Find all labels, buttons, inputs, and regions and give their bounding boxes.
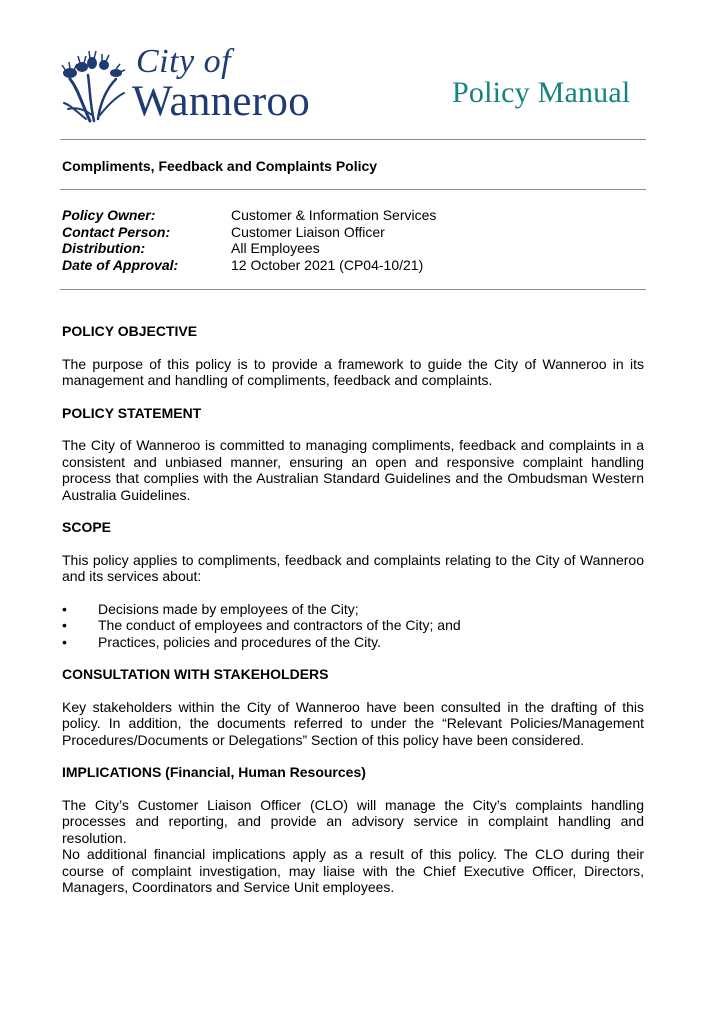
meta-label: Distribution: [62, 240, 146, 256]
document-title: Compliments, Feedback and Complaints Policy [62, 158, 378, 174]
meta-value: Customer & Information Services [231, 207, 437, 223]
scope-bullet-list [62, 601, 644, 651]
meta-value: All Employees [231, 240, 320, 256]
policy-metadata [62, 207, 436, 273]
divider-top [60, 139, 646, 140]
heading-scope: SCOPE [62, 519, 112, 535]
city-of-wanneroo-logo [60, 45, 330, 125]
meta-label: Date of Approval: [62, 256, 179, 273]
meta-value: Customer Liaison Officer [231, 223, 385, 240]
meta-row-date-of-approval [62, 257, 436, 274]
policy-manual-title: Policy Manual [452, 76, 631, 109]
bullet-icon: • [62, 600, 67, 617]
divider-meta [60, 289, 646, 290]
heading-implications: IMPLICATIONS (Financial, Human Resources) [62, 764, 366, 780]
meta-row-policy-owner [62, 207, 436, 224]
meta-value: 12 October 2021 (CP04-10/21) [231, 256, 424, 273]
meta-label: Policy Owner: [62, 207, 156, 223]
heading-consultation: CONSULTATION WITH STAKEHOLDERS [62, 666, 329, 682]
heading-policy-statement: POLICY STATEMENT [62, 404, 202, 421]
list-item-text: Practices, policies and procedures of the City. [98, 633, 381, 650]
heading-policy-objective: POLICY OBJECTIVE [62, 323, 198, 339]
logo-text-city-of: City of [136, 43, 232, 80]
list-item [62, 601, 644, 618]
divider-title [60, 189, 646, 190]
paragraph-policy-statement: The City of Wanneroo is committed to managing compliments, feedback and complaints in a consistent and unbiased manner, ensuring an open and responsive complaint handling process that complies with the Australian Standard Guidelines and the Ombudsman Western Australia Guidelines. [62, 437, 644, 503]
document-body [62, 323, 644, 912]
paragraph-policy-objective: The purpose of this policy is to provide a framework to guide the City of Wanneroo in its management and handling of compliments, feedback and complaints. [62, 355, 644, 388]
paragraph-implications-clo: The City’s Customer Liaison Officer (CLO) will manage the City’s complaints handling processes and reporting, and provide an advisory service in complaint handling and resolution. [62, 796, 644, 846]
paragraph-implications-financial: No additional financial implications apply as a result of this policy. The CLO during their course of complaint investigation, may liaise with the Chief Executive Officer, Directors, Managers, Coordinators and Service Unit employees. [62, 846, 644, 895]
kangaroo-paw-icon [60, 49, 126, 123]
list-item-text: The conduct of employees and contractors of the City; and [98, 617, 461, 633]
paragraph-scope: This policy applies to compliments, feedback and complaints relating to the City of Wanneroo and its services about: [62, 551, 644, 584]
list-item [62, 617, 644, 634]
paragraph-consultation: Key stakeholders within the City of Wanneroo have been consulted in the drafting of this policy. In addition, the documents referred to under the “Relevant Policies/Management Procedures/Documents or Delegations” Section of this policy have been considered. [62, 698, 644, 748]
bullet-icon: • [62, 633, 67, 650]
logo-text-wanneroo: Wanneroo [132, 78, 311, 125]
meta-row-distribution [62, 240, 436, 257]
meta-label: Contact Person: [62, 223, 171, 240]
list-item [62, 634, 644, 651]
meta-row-contact-person [62, 224, 436, 241]
bullet-icon: • [62, 617, 67, 633]
list-item-text: Decisions made by employees of the City; [98, 600, 359, 617]
